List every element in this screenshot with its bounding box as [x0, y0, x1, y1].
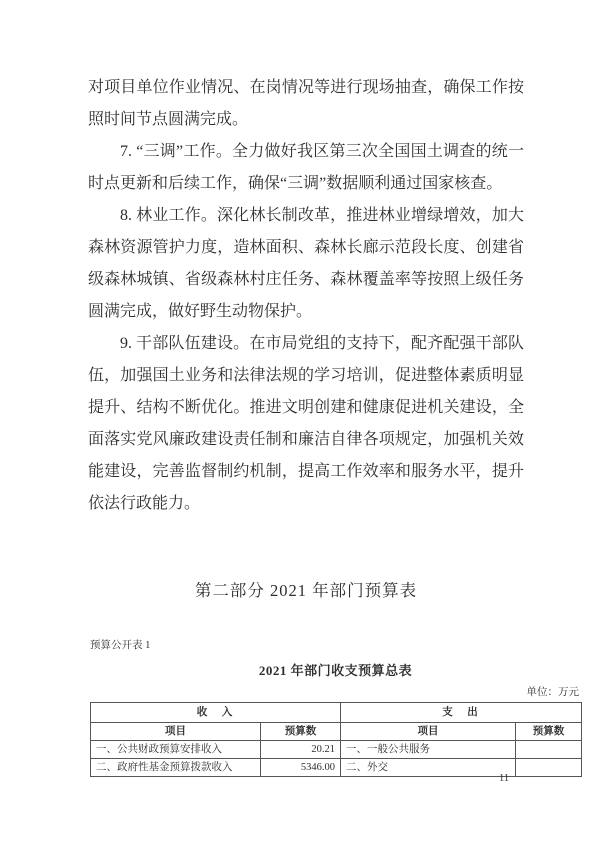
expense-amount-cell: [516, 741, 582, 759]
unit-note: 单位：万元: [526, 687, 579, 698]
expense-amount-header: 预算数: [516, 723, 582, 741]
page-number: 11: [499, 773, 510, 784]
table-row: [91, 741, 582, 759]
paragraph-item-8: 8. 林业工作。深化林长制改革，推进林业增绿增效，加大森林资源管护力度，造林面积、森林长廊示范段长度、创建省级森林城镇、省级森林村庄任务、森林覆盖率等按照上级任务圆满完成，做好野生动物保护。: [88, 207, 524, 320]
expense-group-header: 支 出: [341, 703, 582, 723]
income-item-header: 项目: [91, 723, 261, 741]
section-title: 第二部分 2021 年部门预算表: [194, 581, 418, 600]
paragraph-item-9: 9. 干部队伍建设。在市局党组的支持下，配齐配强干部队伍，加强国土业务和法律法规的学习培训，促进整体素质明显提升、结构不断优化。推进文明创建和健康促进机关建设，全面落实党风廉政建设责任制和廉洁自律各项规定，加强机关效能建设，完善监督制约机制，提高工作效率和服务水平，提升依法行政能力。: [88, 335, 524, 512]
income-amount-cell: 5346.00: [261, 759, 341, 777]
budget-table-section: [90, 639, 581, 777]
income-item-cell: 二、政府性基金预算拨款收入: [91, 759, 261, 777]
body-text: [88, 72, 524, 520]
expense-amount-cell: [516, 759, 582, 777]
expense-item-header: 项目: [341, 723, 516, 741]
paragraph-continuation: 对项目单位作业情况、在岗情况等进行现场抽查，确保工作按照时间节点圆满完成。: [88, 79, 524, 128]
budget-table: [90, 702, 582, 777]
table-group-header-row: [91, 703, 582, 723]
income-amount-header: 预算数: [261, 723, 341, 741]
income-amount-cell: 20.21: [261, 741, 341, 759]
table-title: 2021 年部门收支预算总表: [258, 663, 413, 678]
paragraph-item-7: 7. “三调”工作。全力做好我区第三次全国国土调查的统一时点更新和后续工作，确保“三调”数据顺利通过国家核查。: [88, 143, 524, 192]
income-item-cell: 一、公共财政预算安排收入: [91, 741, 261, 759]
table-label: 预算公开表 1: [90, 640, 151, 651]
expense-item-cell: 一、一般公共服务: [341, 741, 516, 759]
income-group-header: 收 入: [91, 703, 341, 723]
table-column-header-row: [91, 723, 582, 741]
expense-item-cell: 二、外交: [341, 759, 516, 777]
